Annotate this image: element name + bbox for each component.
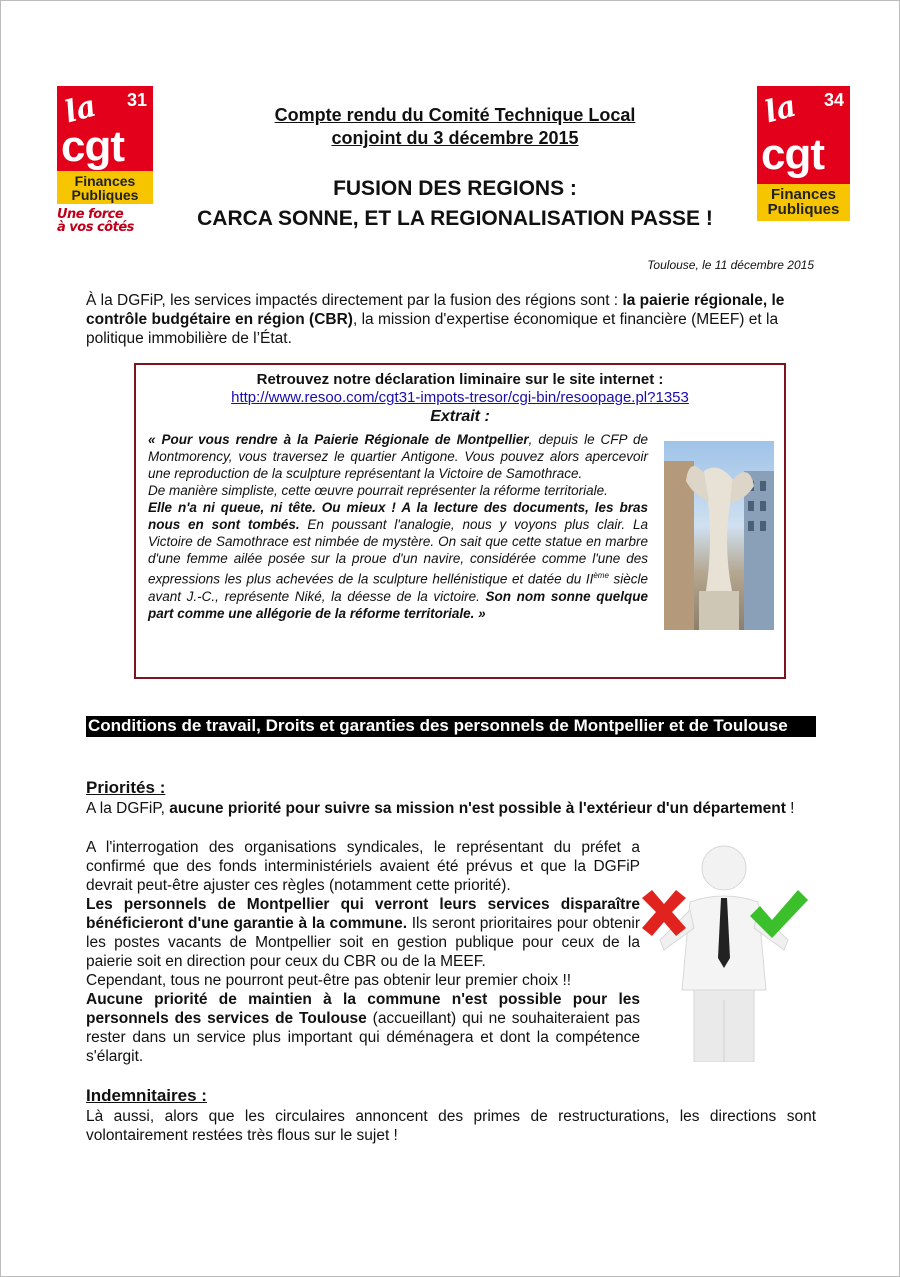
quote-sup: ème	[593, 571, 609, 580]
cgt34-logo	[757, 86, 850, 221]
p1-text1: A la DGFiP,	[86, 800, 170, 817]
tagline-line1: Une force	[57, 207, 124, 222]
box-heading: Retrouvez notre déclaration liminaire sur le site internet :	[256, 371, 664, 388]
intro-paragraph	[86, 291, 816, 348]
quote-bold2: Elle n'a ni queue, ni tête. Ou mieux ! A la lecture des documents, les bras nous en sont tombés.	[148, 500, 648, 532]
logo-number: 31	[126, 90, 147, 110]
logo-line1: Finances	[770, 186, 837, 203]
logo-line2: Publiques	[767, 201, 840, 218]
p5-bold: Aucune priorité de maintien à la commune n'est possible pour les personnels des services de Toulouse	[86, 991, 640, 1027]
quote-text3: En poussant l'analogie, nous y voyons plus clair. La Victoire de Samothrace est nimbée de mystère. On sait que cette statue en marbre d'une femme ailée posée sur la proue d'un navire, considérée comme l'une des expressions les plus achevées de la sculpture hellénistique et datée du II	[148, 517, 648, 587]
report-title	[170, 104, 740, 150]
indemnitaires-paragraph: Là aussi, alors que les circulaires annoncent des primes de restructurations, les directions sont volontairement restées très flous sur le sujet !	[86, 1108, 816, 1144]
intro-text1: À la DGFiP, les services impactés directement par la fusion des régions sont :	[86, 292, 623, 309]
declaration-link[interactable]: http://www.resoo.com/cgt31-impots-tresor/cgi-bin/resoopage.pl?1353	[231, 389, 689, 406]
logo-number: 34	[823, 90, 844, 110]
declaration-box	[134, 363, 786, 679]
quote-bold1: « Pour vous rendre à la Paierie Régionale de Montpellier	[148, 432, 529, 447]
section-heading-bar: Conditions de travail, Droits et garanties des personnels de Montpellier et de Toulouse	[86, 716, 816, 737]
cgt31-logo	[57, 86, 153, 234]
p4-text: Cependant, tous ne pourront peut-être pas obtenir leur premier choix !!	[86, 972, 572, 989]
headline	[150, 174, 760, 234]
box-extrait-title: Extrait :	[430, 408, 490, 425]
businessman-illustration	[638, 840, 810, 1062]
p3-text: Ils seront prioritaires pour obtenir les postes vacants de Montpellier soit en gestion publique pour ceux de la paierie soit en direction pour ceux du CBR ou de la MEEF.	[86, 915, 640, 970]
priorites-paragraph1	[86, 799, 816, 818]
intro-text2: , la mission d'expertise économique et financière (MEEF) et la politique immobilière de l’État.	[86, 311, 779, 347]
logo-la-text: la	[60, 88, 100, 131]
red-cross-icon	[642, 890, 686, 936]
quote-text1: , depuis le CFP de Montmorency, vous traversez le quartier Antigone. Vous pouvez alors apercevoir une reproduction de la sculpture représentant la Victoire de Samothrace.	[148, 432, 648, 481]
logo-finances-publiques	[757, 184, 850, 221]
p2-text: A l'interrogation des organisations syndicales, le représentant du préfet a confirmé que des fonds interministériels avaient été prévus et que la DGFiP devrait peut-être ajuster ces règles (notamment cette priorité).	[86, 839, 640, 894]
headline-line1: FUSION DES REGIONS :	[333, 177, 577, 200]
statue-photo	[664, 441, 774, 630]
logo-tagline	[57, 208, 153, 234]
quote-text2: De manière simpliste, cette œuvre pourrait représenter la réforme territoriale.	[148, 483, 608, 498]
report-title-line1: Compte rendu du Comité Technique Local	[274, 105, 636, 125]
logo-finances-publiques	[57, 171, 153, 204]
quote-text4: siècle avant J.-C., représente Niké, la déesse de la victoire.	[148, 571, 649, 604]
p5-text: (accueillant) qui ne souhaiteraient pas rester dans un service plus important qui déménagera et dont la compétence s'élargit.	[86, 1010, 640, 1065]
dateline: Toulouse, le 11 décembre 2015	[647, 258, 814, 272]
logo-la-text: la	[760, 88, 800, 131]
report-title-line2: conjoint du 3 décembre 2015	[331, 128, 579, 148]
p1-text2: !	[785, 800, 795, 817]
tagline-line2: à vos côtés	[57, 220, 134, 235]
logo-cgt-text: cgt	[61, 122, 124, 171]
p1-bold: aucune priorité pour suivre sa mission n'est possible à l'extérieur d'un département	[169, 800, 786, 817]
priorites-title: Priorités :	[86, 778, 166, 797]
indemnitaires-title: Indemnitaires :	[86, 1086, 207, 1105]
p3-bold: Les personnels de Montpellier qui verront leurs services disparaître bénéficieront d'une garantie à la commune.	[86, 896, 640, 932]
quote-bold3: Son nom sonne quelque part comme une allégorie de la réforme territoriale. »	[148, 588, 648, 621]
intro-bold1: la paierie régionale, le contrôle budgétaire en région (CBR)	[86, 292, 785, 328]
headline-line2: CARCA SONNE, ET LA REGIONALISATION PASSE !	[197, 207, 713, 230]
logo-line1: Finances	[74, 173, 136, 189]
priorites-paragraph2	[86, 838, 640, 1066]
logo-line2: Publiques	[71, 187, 139, 203]
box-quote	[148, 431, 648, 622]
logo-cgt-text: cgt	[761, 130, 824, 179]
